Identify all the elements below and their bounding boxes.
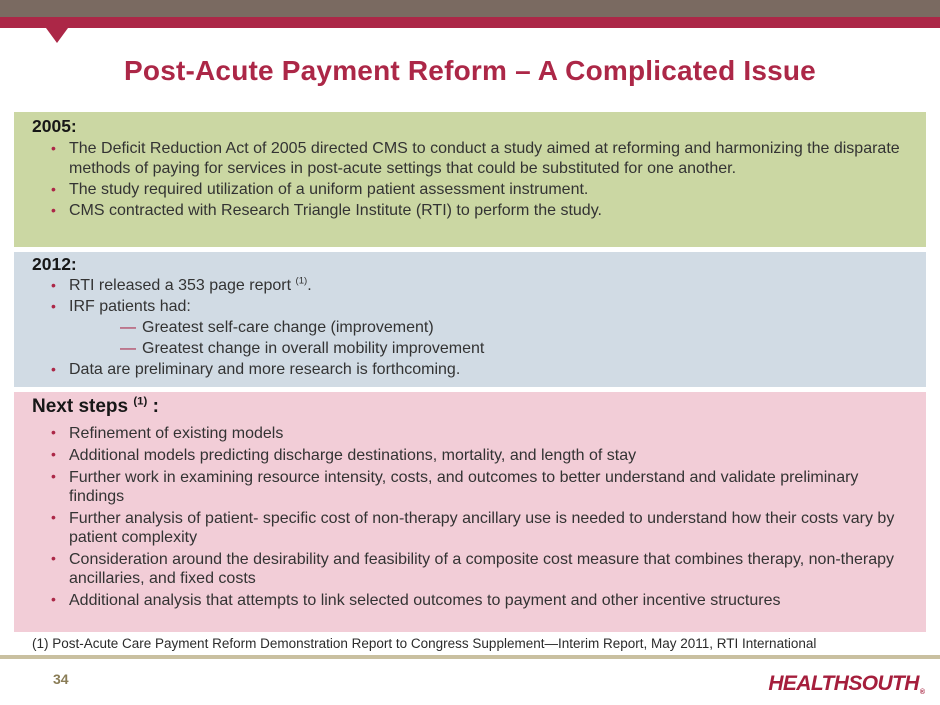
bullet-item — [32, 424, 912, 443]
bullet-item — [32, 468, 912, 506]
bullet-text: Additional analysis that attempts to link selected outcomes to payment and other incentive structures — [69, 592, 781, 609]
bullet-item — [32, 591, 912, 610]
bullet-text: Additional models predicting discharge destinations, mortality, and length of stay — [69, 447, 637, 464]
section-next-steps — [14, 392, 926, 632]
bullet-text: Data are preliminary and more research is forthcoming. — [69, 361, 461, 378]
bullet-item — [32, 139, 912, 179]
bullet-item — [32, 446, 912, 465]
bullet-icon: • — [51, 468, 56, 484]
bullet-item — [32, 297, 912, 317]
section-heading-y2005: 2005: — [32, 116, 77, 136]
bullet-superscript: (1) — [295, 275, 308, 287]
page-number: 34 — [53, 671, 69, 687]
healthsouth-logo — [768, 672, 925, 696]
bullet-text: Further work in examining resource intensity, costs, and outcomes to better understand and validate preliminary findings — [69, 469, 859, 505]
bullet-text: CMS contracted with Research Triangle Institute (RTI) to perform the study. — [69, 202, 602, 219]
sub-bullet-text: Greatest change in overall mobility improvement — [142, 340, 485, 357]
bullet-icon: • — [51, 446, 56, 462]
bullet-text: RTI released a 353 page report $^{(1)}$. — [69, 275, 312, 294]
bullet-item — [32, 550, 912, 588]
heading-superscript: (1) — [133, 395, 148, 408]
top-brown-bar — [0, 0, 940, 17]
bullet-icon: • — [51, 509, 56, 525]
bullet-icon: • — [51, 298, 56, 314]
bullet-icon: • — [51, 424, 56, 440]
bullet-icon: • — [51, 277, 56, 293]
logo-text: HEALTHSOUTH — [768, 672, 919, 695]
sub-bullet-item — [32, 339, 912, 359]
section-y2012 — [14, 252, 926, 387]
bullet-text: IRF patients had: — [69, 298, 191, 315]
bullet-icon: • — [51, 202, 56, 218]
dash-icon: — — [120, 340, 136, 357]
footer-divider — [0, 655, 940, 659]
footnote: (1) Post-Acute Care Payment Reform Demonstration Report to Congress Supplement—Interim Report, May 2011, RTI International — [32, 636, 817, 651]
bullet-text: Consideration around the desirability and feasibility of a composite cost measure that combines therapy, non-therapy ancillaries, and fixed costs — [69, 551, 895, 587]
bullet-text: The study required utilization of a uniform patient assessment instrument. — [69, 181, 589, 198]
section-heading-next-steps: Next steps $^{(1)}$ : — [32, 395, 159, 417]
bullet-item — [32, 509, 912, 547]
bullet-text: Refinement of existing models — [69, 425, 284, 442]
bullet-text: The Deficit Reduction Act of 2005 directed CMS to conduct a study aimed at reforming and harmonizing the disparate methods of paying for services in post-acute settings that could be substituted for one another. — [69, 140, 900, 177]
section-heading-y2012: 2012: — [32, 254, 77, 274]
bullet-item — [32, 201, 912, 221]
bullet-icon: • — [51, 181, 56, 197]
bullet-icon: • — [51, 140, 56, 156]
bullet-item — [32, 276, 912, 296]
sub-bullet-item — [32, 318, 912, 338]
top-maroon-bar — [0, 17, 940, 28]
dash-icon: — — [120, 319, 136, 336]
content-sections — [14, 112, 926, 637]
slide-title: Post-Acute Payment Reform – A Complicated Issue — [124, 54, 816, 86]
bullet-icon: • — [51, 591, 56, 607]
section-y2005 — [14, 112, 926, 247]
sub-bullet-text: Greatest self-care change (improvement) — [142, 319, 434, 336]
bullet-icon: • — [51, 550, 56, 566]
bullet-item — [32, 180, 912, 200]
bullet-icon: • — [51, 361, 56, 377]
registered-mark-icon: ® — [919, 689, 925, 696]
triangle-accent-icon — [46, 28, 68, 43]
bullet-text: Further analysis of patient- specific cost of non-therapy ancillary use is needed to understand how their costs vary by patient complexity — [69, 510, 895, 546]
bullet-item — [32, 360, 912, 380]
